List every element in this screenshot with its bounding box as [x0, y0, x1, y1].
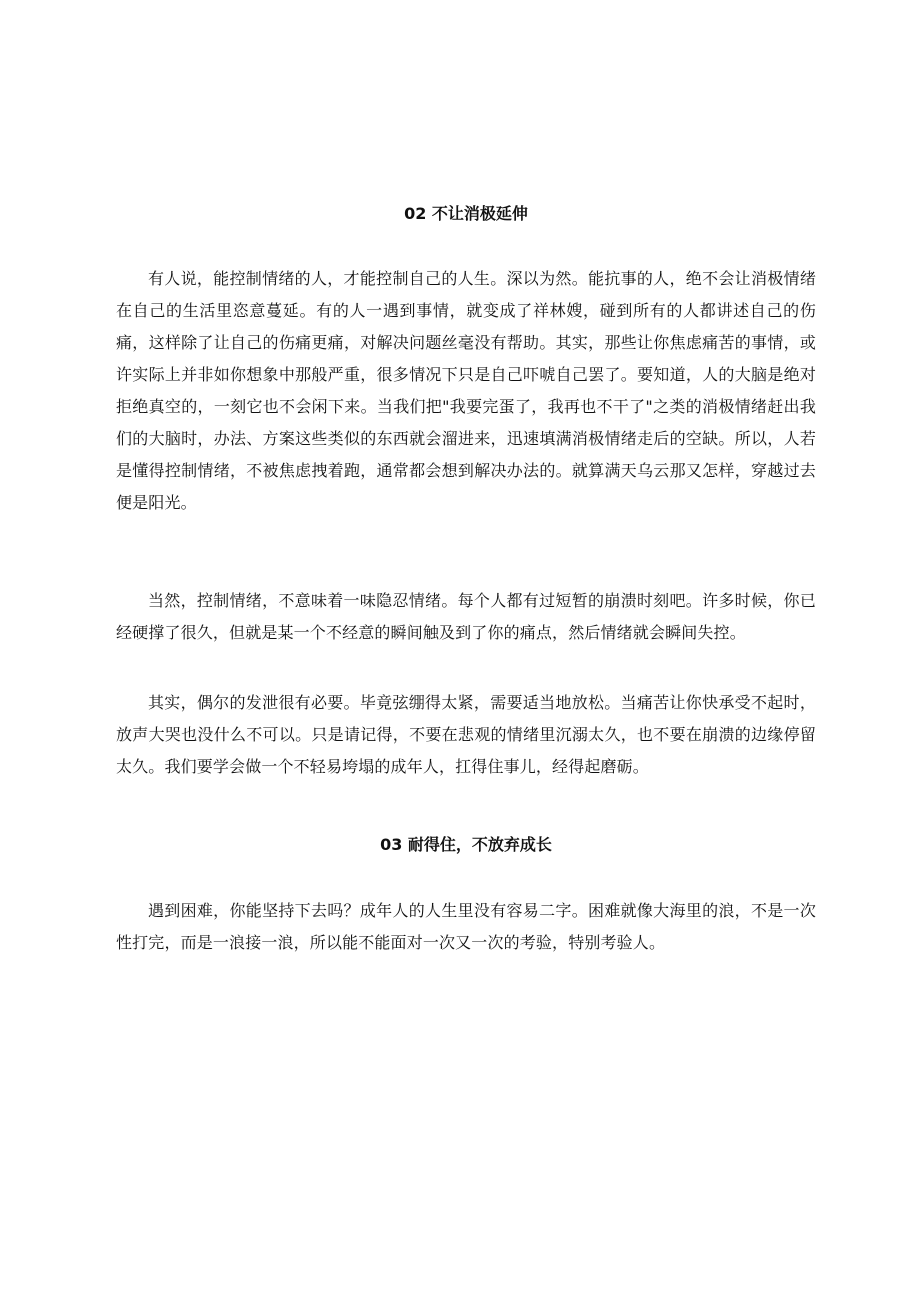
paragraph: 遇到困难，你能坚持下去吗？成年人的人生里没有容易二字。困难就像大海里的浪，不是一次性打完，而是一浪接一浪，所以能不能面对一次又一次的考验，特别考验人。	[116, 901, 816, 952]
section-heading-02: 02 不让消极延伸	[404, 204, 528, 223]
paragraph: 当然，控制情绪，不意味着一味隐忍情绪。每个人都有过短暂的崩溃时刻吧。许多时候，你已经硬撑了很久，但就是某一个不经意的瞬间触及到了你的痛点，然后情绪就会瞬间失控。	[116, 591, 816, 642]
paragraph: 有人说，能控制情绪的人，才能控制自己的人生。深以为然。能抗事的人，绝不会让消极情绪在自己的生活里恣意蔓延。有的人一遇到事情，就变成了祥林嫂，碰到所有的人都讲述自己的伤痛，这样除了让自己的伤痛更痛，对解决问题丝毫没有帮助。其实，那些让你焦虑痛苦的事情，或许实际上并非如你想象中那般严重，很多情况下只是自己吓唬自己罢了。要知道，人的大脑是绝对拒绝真空的，一刻它也不会闲下来。当我们把"我要完蛋了，我再也不干了"之类的消极情绪赶出我们的大脑时，办法、方案这些类似的东西就会溜进来，迅速填满消极情绪走后的空缺。所以，人若是懂得控制情绪，不被焦虑拽着跑，通常都会想到解决办法的。就算满天乌云那又怎样，穿越过去便是阳光。	[116, 269, 816, 512]
section-heading-03: 03 耐得住，不放弃成长	[380, 835, 552, 854]
paragraph: 其实，偶尔的发泄很有必要。毕竟弦绷得太紧，需要适当地放松。当痛苦让你快承受不起时，放声大哭也没什么不可以。只是请记得，不要在悲观的情绪里沉溺太久，也不要在崩溃的边缘停留太久。我们要学会做一个不轻易垮塌的成年人，扛得住事儿，经得起磨砺。	[116, 693, 816, 776]
